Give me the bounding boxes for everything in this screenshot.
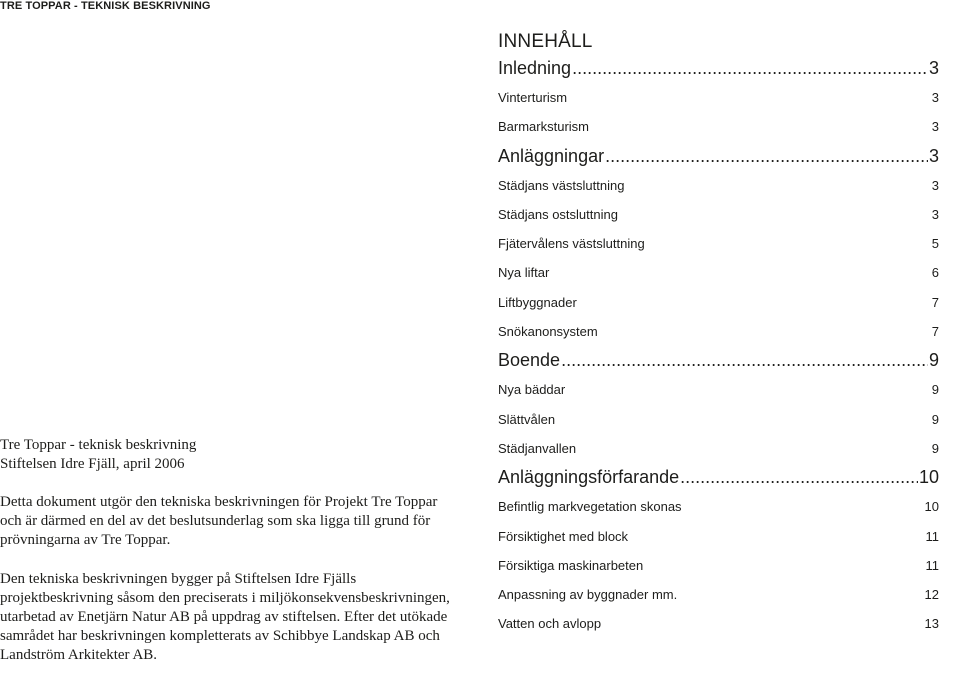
toc-subsection-entry bbox=[498, 580, 939, 609]
toc-subsection-entry bbox=[498, 609, 939, 638]
toc-page-number: 5 bbox=[931, 236, 939, 252]
toc-entry-title: Fjätervålens västsluttning bbox=[498, 236, 645, 252]
toc-page-number: 6 bbox=[931, 265, 939, 281]
toc-page-number: 10 bbox=[924, 499, 939, 515]
toc-section-entry bbox=[498, 346, 939, 375]
toc-entry-title: Städjans västsluttning bbox=[498, 177, 625, 193]
toc-subsection-entry bbox=[498, 288, 939, 317]
toc-dot-leader bbox=[572, 54, 928, 83]
toc-page-number: 11 bbox=[925, 557, 939, 573]
toc-entry-title: Anläggningar bbox=[498, 145, 605, 166]
toc-entry-title: Liftbyggnader bbox=[498, 294, 577, 310]
toc-subsection-entry bbox=[498, 522, 939, 551]
toc-entry-title: Slättvålen bbox=[498, 411, 556, 427]
toc-page-number: 3 bbox=[931, 206, 939, 222]
intro-text bbox=[0, 436, 462, 685]
running-header: TRE TOPPAR - TEKNISK BESKRIVNING bbox=[0, 0, 211, 12]
toc-subsection-entry bbox=[498, 551, 939, 580]
toc-dot-leader bbox=[561, 346, 928, 375]
intro-paragraph: Den tekniska beskrivningen bygger på Stiftelsen Idre Fjälls projektbeskrivning såsom den preciserats i miljökonsekvensbeskrivningen, utarbetad av Enetjärn Natur AB på uppdrag av stiftelsen. Efter det utökade samrådet har beskrivningen kompletterats av Schibbye Landskap AB och Landström Arkitekter AB. bbox=[0, 571, 450, 663]
toc-subsection-entry bbox=[498, 200, 939, 229]
toc-section-entry bbox=[498, 142, 939, 171]
toc-entry-title: Snökanonsystem bbox=[498, 324, 598, 340]
toc-entry-title: Befintlig markvegetation skonas bbox=[498, 499, 682, 515]
toc-subsection-entry bbox=[498, 434, 939, 463]
toc-page-number: 9 bbox=[928, 350, 939, 371]
toc-section-entry bbox=[498, 54, 939, 83]
toc-entry-title: Boende bbox=[498, 350, 561, 371]
toc-entry-title: Inledning bbox=[498, 58, 572, 78]
toc-entry-title: Städjanvallen bbox=[498, 440, 577, 456]
toc-subsection-entry bbox=[498, 229, 939, 258]
toc-subsection-entry bbox=[498, 171, 939, 200]
toc-page-number: 10 bbox=[918, 467, 939, 488]
toc-page-number: 7 bbox=[931, 324, 939, 340]
toc-page-number: 9 bbox=[931, 440, 939, 456]
toc-page-number: 13 bbox=[924, 616, 939, 632]
toc-page-number: 7 bbox=[931, 294, 939, 310]
intro-paragraph: Detta dokument utgör den tekniska beskrivningen för Projekt Tre Toppar och är därmed en del av det beslutsunderlag som ska ligga till grund för prövningarna av Tre Toppar. bbox=[0, 494, 438, 548]
document-meta bbox=[0, 436, 462, 474]
toc-subsection-entry bbox=[498, 258, 939, 287]
toc-entry-title: Barmarksturism bbox=[498, 119, 590, 135]
toc-entry-title: Nya liftar bbox=[498, 265, 550, 281]
toc-heading: INNEHÅLL bbox=[498, 31, 593, 52]
toc-entry-title: Städjans ostsluttning bbox=[498, 206, 618, 222]
toc-entry-title: Anläggningsförfarande bbox=[498, 467, 680, 488]
toc-entry-title: Försiktighet med block bbox=[498, 528, 629, 544]
toc-page-number: 9 bbox=[931, 382, 939, 398]
document-title-line: Tre Toppar - teknisk beskrivning bbox=[0, 437, 197, 453]
toc-subsection-entry bbox=[498, 405, 939, 434]
toc-entry-title: Vatten och avlopp bbox=[498, 616, 602, 632]
toc-page-number: 3 bbox=[931, 119, 939, 135]
toc-section-entry bbox=[498, 463, 939, 492]
toc-page-number: 3 bbox=[928, 145, 939, 166]
toc-dot-leader bbox=[680, 463, 918, 492]
toc-subsection-entry bbox=[498, 112, 939, 141]
publisher-line: Stiftelsen Idre Fjäll, april 2006 bbox=[0, 456, 185, 472]
toc-subsection-entry bbox=[498, 375, 939, 404]
toc-subsection-entry bbox=[498, 492, 939, 521]
toc-entry-title: Försiktiga maskinarbeten bbox=[498, 557, 644, 573]
toc-page-number: 9 bbox=[931, 411, 939, 427]
toc-page-number: 3 bbox=[928, 58, 939, 78]
toc-subsection-entry bbox=[498, 317, 939, 346]
toc-page-number: 11 bbox=[925, 528, 939, 544]
toc-subsection-entry bbox=[498, 83, 939, 112]
toc-list bbox=[498, 54, 939, 639]
toc-entry-title: Nya bäddar bbox=[498, 382, 566, 398]
toc-dot-leader bbox=[605, 142, 928, 171]
toc-page-number: 3 bbox=[931, 90, 939, 105]
toc-page-number: 3 bbox=[931, 177, 939, 193]
table-of-contents bbox=[498, 30, 939, 639]
toc-entry-title: Vinterturism bbox=[498, 90, 568, 105]
toc-entry-title: Anpassning av byggnader mm. bbox=[498, 587, 678, 603]
toc-page-number: 12 bbox=[924, 587, 939, 603]
